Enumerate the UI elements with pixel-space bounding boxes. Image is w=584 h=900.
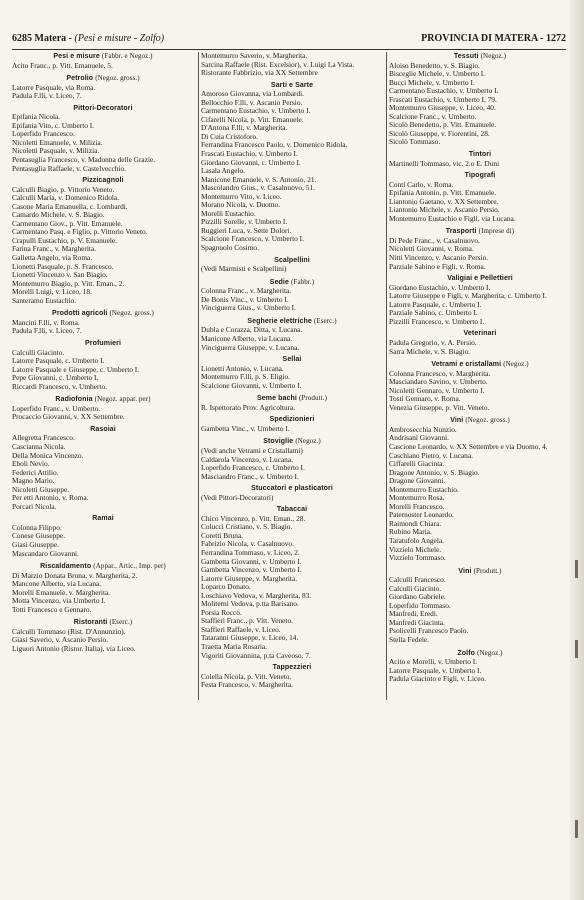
- section-title: Sarti e Sarte: [270, 81, 314, 89]
- directory-entry: Ruggieri Luca, v. Sette Dolori.: [201, 225, 292, 235]
- directory-entry: Manfredi, Eredi.: [389, 609, 438, 619]
- directory-entry: Ciffarelli Giacinta.: [389, 459, 445, 469]
- section-title: Petrolio: [66, 75, 94, 83]
- directory-entry: Padula F.lli, v. Liceo, 7.: [12, 91, 82, 101]
- section-title: Valigiai e Pellettieri: [447, 275, 513, 283]
- section-title: Sellai: [282, 356, 302, 364]
- directory-entry: De Bonis Vinc., v. Umberto I.: [201, 294, 289, 304]
- directory-entry: D'Antona F.lli, v. Margherita.: [201, 123, 288, 133]
- section-note: (Negoz. gross.): [465, 416, 510, 425]
- directory-entry: Loperfido Francesco.: [12, 129, 75, 139]
- directory-entry: Riccardi Francesco, v. Umberto.: [12, 381, 107, 391]
- directory-section: [201, 317, 383, 352]
- directory-section: [12, 340, 194, 391]
- directory-entry: Epifania Antonio, p. Vitt. Emanuele.: [389, 188, 497, 198]
- directory-entry: Epifania Vito, c. Umberto I.: [12, 120, 95, 130]
- directory-entry: Montemurro Eustachio.: [389, 484, 459, 494]
- directory-entry: Vizzielo Tommaso.: [389, 553, 446, 563]
- directory-entry: Montemurro Vito, v. Liceo.: [201, 191, 282, 201]
- directory-section: [201, 278, 383, 313]
- directory-entry: Latorre Pasquale, via Roma.: [12, 82, 96, 92]
- directory-entry: Ambrosecchia Nunzio.: [389, 424, 457, 434]
- directory-entry: Totti Francesco e Gennaro.: [12, 604, 92, 614]
- directory-entry: Pentasuglia Raffaele, v. Castelvecchio.: [12, 163, 126, 173]
- directory-entry: Dubla e Corazza, Ditta, v. Lucana.: [201, 325, 303, 335]
- section-title: Pesi e misure: [53, 53, 100, 60]
- section-title: Riscaldamento: [40, 563, 92, 571]
- section-title: Tabaccai: [276, 506, 308, 514]
- directory-entry: Mancini F.lli, v. Roma.: [12, 317, 80, 327]
- directory-entry: Sarcina Raffaele (Rist. Excelsior), v. Luigi La Vista.: [201, 59, 355, 69]
- directory-section: [389, 416, 571, 562]
- directory-entry: Carmentano Giov., p. Vitt. Emanuele.: [12, 218, 123, 228]
- directory-entry: Sarra Michele, v. S. Biagio.: [389, 346, 471, 356]
- section-title: Seme bachi: [257, 395, 297, 403]
- section-title: Tessuti: [453, 53, 479, 60]
- directory-section: [201, 52, 383, 78]
- directory-entry: Motta Vincenzo, via Umberto I.: [12, 596, 106, 606]
- section-note: (Negoz.): [295, 437, 321, 446]
- directory-section: [12, 52, 194, 70]
- page-edge: [570, 0, 584, 900]
- directory-entry: Chico Vincenzo, p. Vitt. Eman., 28.: [201, 513, 306, 523]
- directory-entry: (Vedi Pittori-Decoratori): [201, 492, 274, 502]
- directory-section: [201, 437, 383, 481]
- directory-entry: Montemurro Saverio, v. Margherita.: [201, 51, 308, 60]
- directory-section: [12, 395, 194, 422]
- section-note: (Produtt.): [473, 566, 502, 575]
- section-title: Sedie: [269, 278, 289, 286]
- directory-entry: Calculli Giacinto.: [12, 347, 65, 357]
- directory-entry: Amoroso Giovanna, via Lombardi.: [201, 89, 304, 99]
- edge-mark: [575, 820, 578, 838]
- directory-section: [201, 416, 383, 433]
- directory-entry: Giordano Giovanni, c. Umberto I.: [201, 157, 301, 167]
- directory-entry: Latorre Giuseppe, v. Margherita.: [201, 573, 298, 583]
- directory-entry: Colucci Cristiano, v. S. Biagio.: [201, 522, 293, 532]
- directory-entry: Procaccio Giovanni, v. XX Settembre.: [12, 412, 125, 422]
- directory-entry: Nicoletti Pasquale, v. Milizia.: [12, 146, 100, 156]
- directory-entry: Conese Giuseppe.: [12, 531, 66, 541]
- page-number: 6285: [12, 33, 32, 44]
- right-page-number: 1272: [546, 33, 566, 44]
- directory-entry: (Vedi Marmisti e Scalpellini): [201, 264, 287, 274]
- directory-entry: Scalcione Giovanni, v. Umberto I.: [201, 380, 302, 390]
- directory-entry: Caschiano Pietro, v. Lucana.: [389, 450, 473, 460]
- directory-section: [201, 82, 383, 253]
- directory-entry: Montemurro Giuseppe, v. Liceo, 40.: [389, 103, 496, 113]
- directory-entry: Nicoletti Emanuele, v. Milizia.: [12, 137, 103, 147]
- directory-entry: Lionetti Vincenzo v. San Biagio.: [12, 270, 108, 280]
- directory-entry: Carmentano Pasq. e Figlio, p. Vittorio Veneto.: [12, 227, 148, 237]
- directory-section: [12, 618, 194, 653]
- directory-entry: Vinciguerra Giuseppe, v. Lucana.: [201, 342, 300, 352]
- section-title: Zolfo: [457, 649, 476, 657]
- directory-entry: Dragone Giovanni.: [389, 476, 446, 486]
- directory-entry: Gambetta Vincenzo, v. Umberto I.: [201, 565, 302, 575]
- section-note: (Negoz. gross.): [109, 309, 154, 318]
- directory-entry: Colonna Francesco, v. Margherita.: [389, 368, 491, 378]
- directory-entry: Sicolò Tommaso.: [389, 137, 441, 147]
- directory-entry: Lionetti Pasquale, p. S. Francesco.: [12, 261, 114, 271]
- section-title: Veterinari: [463, 330, 497, 338]
- directory-entry: Martinelli Tommaso, vic. 2.o E. Duni: [389, 158, 500, 168]
- directory-entry: Della Monica Vincenzo.: [12, 450, 84, 460]
- header-right: PROVINCIA DI MATERA - 1272: [421, 33, 566, 44]
- directory-entry: Stella Fedele.: [389, 635, 429, 644]
- directory-section: [389, 360, 571, 412]
- directory-entry: Calculli Maria, v. Domenico Ridola.: [12, 193, 120, 203]
- directory-entry: Gambetta Giovanni, v. Umberto I.: [201, 556, 302, 566]
- section-title: Rasoiai: [90, 425, 116, 433]
- directory-entry: Pentasuglia Francesco, v. Madonna delle Grazie.: [12, 155, 156, 165]
- directory-entry: Per etti Antonio, v. Roma.: [12, 493, 89, 503]
- directory-entry: Montemurro F.lli, p. S. Eligio.: [201, 372, 290, 382]
- directory-entry: Calculli Tommaso (Rist. D'Annunzio).: [12, 626, 126, 636]
- directory-entry: Moliterni Vedova, p.tta Barisano.: [201, 599, 299, 609]
- directory-entry: Gambetta Vinc., v. Umberto I.: [201, 423, 290, 433]
- directory-section: [201, 664, 383, 690]
- directory-entry: Nicoletti Giuseppe.: [12, 484, 70, 494]
- directory-entry: Vigoriti Giovannina, p.ta Caveoso, 7.: [201, 650, 311, 660]
- column-2: [201, 52, 383, 690]
- section-title: Tintori: [468, 151, 492, 159]
- directory-entry: Padula Gregorio, v. A. Persio.: [389, 337, 477, 347]
- directory-entry: Cascianna Nicola.: [12, 441, 66, 451]
- directory-entry: Latorre Pasquale, c. Umberto I.: [389, 299, 482, 309]
- section-note: (Negoz.): [477, 648, 503, 657]
- directory-entry: Parziale Sabino e Figli, v. Roma.: [389, 261, 486, 271]
- directory-entry: Raimondi Chiara.: [389, 518, 442, 528]
- directory-entry: Crapulli Eustachio, p. V. Emanuele.: [12, 235, 117, 245]
- city-name: Matera: [34, 33, 67, 44]
- directory-entry: Giasi Giuseppe.: [12, 539, 59, 549]
- directory-entry: Loschiavo Vedova, v. Margherita, 83.: [201, 590, 312, 600]
- directory-entry: Psolicelli Francesco Paolo.: [389, 626, 469, 636]
- directory-entry: Traetta Maria Rosaria.: [201, 642, 268, 651]
- section-title: Scalpellini: [274, 256, 310, 264]
- directory-entry: Colonna Franc., v. Margherita.: [201, 286, 292, 296]
- directory-entry: Padula F.lli, v. Liceo, 7.: [12, 326, 82, 336]
- directory-entry: Parziale Sabino, c. Umberto I.: [389, 308, 478, 318]
- directory-entry: Aloiso Benedetto, v. S. Biagio.: [389, 60, 480, 70]
- directory-entry: Manfredi Giacinta.: [389, 617, 445, 627]
- directory-entry: Morelli Emanuele, v. Margherita.: [12, 587, 111, 597]
- section-title: Prodotti agricoli: [52, 310, 108, 318]
- directory-entry: Cifarelli Nicola, p. Vitt. Emanuele.: [201, 114, 304, 124]
- directory-entry: Santeramo Eustachio.: [12, 295, 77, 305]
- section-title: Spedizionieri: [269, 416, 315, 424]
- directory-entry: (Vedi anche Vetrami e Cristallami): [201, 445, 303, 455]
- section-title: Profumieri: [84, 339, 121, 347]
- directory-entry: Morano Nicola, v. Duomo.: [201, 200, 281, 210]
- directory-entry: Manicone Emanuele, v. S. Antonio, 21.: [201, 174, 317, 184]
- section-title: Tappezzieri: [272, 664, 312, 672]
- directory-entry: Eboli Nevio.: [12, 459, 50, 469]
- directory-entry: Conti Carlo, v. Roma.: [389, 179, 454, 189]
- directory-entry: Lasala Angelo.: [201, 166, 246, 176]
- directory-entry: Montemurro Biagio, p. Vitt. Eman., 2.: [12, 278, 125, 288]
- directory-section: [12, 562, 194, 614]
- section-title: Segherie elettriche: [247, 317, 312, 325]
- section-note: (Fabbr. e Negoz.): [101, 52, 153, 60]
- directory-entry: Morelli Eustachio.: [201, 208, 256, 218]
- directory-section: [389, 227, 571, 271]
- directory-entry: Calculli Giacinto.: [389, 583, 442, 593]
- directory-section: [201, 356, 383, 390]
- section-title: Stuccatori e plasticatori: [251, 485, 333, 493]
- directory-entry: Coretti Bruna.: [201, 530, 244, 540]
- directory-entry: Venezia Giuseppe, p. Vitt. Veneto.: [389, 402, 490, 412]
- directory-entry: Cascione Leonardo, v. XX Settembre e via Duomo, 4.: [389, 441, 548, 451]
- directory-entry: Porsia Rocco.: [201, 607, 242, 617]
- directory-entry: Morelli Luigi, v. Liceo, 18.: [12, 287, 92, 297]
- directory-entry: Galletta Angelo, via Roma.: [12, 253, 93, 263]
- section-title: Vetrami e cristallami: [431, 361, 502, 369]
- directory-entry: Scalcione Franc., v. Umberto.: [389, 111, 477, 121]
- directory-section: [12, 105, 194, 173]
- section-note: (Negoz. appar. per): [94, 395, 151, 404]
- directory-entry: Carmentano Eustachio, v. Umberto I.: [389, 86, 499, 96]
- directory-entry: Pizzilli Francesco, v. Umberto I.: [389, 316, 485, 326]
- directory-section: [389, 330, 571, 356]
- directory-entry: Fabrizio Nicola, v. Casalnuovo.: [201, 539, 294, 549]
- directory-section: [201, 506, 383, 660]
- directory-entry: Liantonio Gaetano, v. XX Settembre.: [389, 196, 499, 206]
- directory-entry: Nicoletti Giovanni, v. Roma.: [389, 244, 474, 254]
- section-note: (Eserc.): [109, 618, 133, 627]
- directory-entry: Andrisani Giovanni.: [389, 433, 449, 443]
- directory-entry: Latorre Giuseppe e Figli, v. Margherita, c. Umberto I.: [389, 291, 547, 301]
- directory-entry: Giordano Gabriele.: [389, 592, 446, 602]
- section-note: (Imprese di): [478, 227, 515, 236]
- directory-entry: Di Marzio Donata Bruna, v. Margherita, 2.: [12, 570, 138, 580]
- directory-entry: Caldarola Vincenzo, v. Lucana.: [201, 454, 293, 464]
- directory-entry: Spagnuolo Cosimo.: [201, 243, 259, 253]
- directory-entry: Pepe Giovanni, c. Umberto I.: [12, 373, 99, 383]
- section-title: Stoviglie: [263, 438, 294, 446]
- directory-entry: Montemurro Eustachio e Figli, via Lucana.: [389, 213, 516, 223]
- directory-entry: Padula Giacinto e Figli, v. Liceo.: [389, 674, 487, 684]
- directory-section: [12, 177, 194, 305]
- directory-entry: Vinciguerra Gius., v. Umberto I.: [201, 303, 296, 313]
- directory-entry: Masciandro Franc., v. Umberto I.: [201, 471, 299, 481]
- directory-section: [12, 309, 194, 336]
- directory-entry: Dragone Antonio, v. S. Biagio.: [389, 467, 480, 477]
- directory-entry: Latorre Pasquale, c. Umberto I.: [12, 356, 105, 366]
- directory-section: [12, 74, 194, 101]
- directory-entry: Colella Nicola, p. Vitt. Veneto.: [201, 671, 292, 681]
- directory-entry: Tosti Gennaro, v. Roma.: [389, 394, 461, 404]
- directory-entry: Bisceglie Michele, v. Umberto I.: [389, 69, 485, 79]
- directory-entry: Tataranni Giuseppe, v. Liceo, 14.: [201, 633, 299, 643]
- directory-entry: Colonna Filippo.: [12, 522, 62, 532]
- directory-entry: Bucci Michele, v. Umberto I.: [389, 77, 475, 87]
- directory-section: [389, 275, 571, 326]
- column-divider: [198, 52, 199, 700]
- directory-entry: Calculli Francesco.: [389, 575, 446, 585]
- directory-entry: Pizzilli Sorelle, v. Umberto I.: [201, 217, 288, 227]
- directory-section: [12, 426, 194, 511]
- directory-entry: Bellocchio F.lli, v. Ascanio Persio.: [201, 97, 303, 107]
- directory-entry: Loperfido Franc., v. Umberto.: [12, 403, 101, 413]
- directory-entry: Ferrandina Tommaso, v. Liceo, 2.: [201, 547, 300, 557]
- directory-entry: Di Cuia Cristoforo.: [201, 131, 258, 141]
- directory-entry: Giasi Saverio, v. Ascanio Persio.: [12, 635, 108, 645]
- directory-entry: Masciandaro Savino, v. Umberto.: [389, 377, 488, 387]
- directory-entry: Casone Maria Emanuella, c. Lombardi.: [12, 201, 128, 211]
- section-title: Vini: [450, 417, 464, 425]
- column-1: [12, 52, 194, 654]
- directory-entry: Di Pede Franc., v. Casalnuovo.: [389, 235, 480, 245]
- directory-entry: Taratufolo Angela.: [389, 535, 444, 545]
- section-note: (Negoz. gross.): [95, 74, 140, 83]
- section-note: (Appar., Artic., Imp. per): [93, 562, 166, 571]
- directory-entry: Festa Francesco, v. Margherita.: [201, 680, 293, 690]
- header-left: 6285 Matera - (Pesi e misure - Zolfo): [12, 33, 165, 44]
- directory-entry: Montemurro Rosa.: [389, 493, 445, 503]
- directory-entry: Manicone Alberto, via Lucana.: [201, 333, 293, 343]
- section-note: (Eserc.): [313, 316, 337, 325]
- directory-entry: R. Ispettorato Prov. Agricoltura.: [201, 402, 296, 412]
- directory-entry: Calculli Biagio, p. Vittorio Veneto.: [12, 184, 115, 194]
- directory-entry: Latorre Pasquale e Giuseppe, c. Umberto I.: [12, 364, 140, 374]
- directory-entry: Sicolò Giuseppe, v. Fiorentini, 28.: [389, 128, 490, 138]
- directory-entry: Giordano Eustachio, v. Umberto I.: [389, 282, 491, 292]
- directory-section: [389, 649, 571, 684]
- directory-entry: Paternoster Leonardo.: [389, 510, 454, 520]
- section-title: Radiofonia: [55, 396, 93, 404]
- directory-entry: Rubino Maria.: [389, 527, 432, 537]
- directory-entry: Nitti Vincenzo, v. Ascanio Persio.: [389, 253, 489, 263]
- directory-entry: Federici Attilio.: [12, 467, 59, 477]
- directory-entry: Acito Franc., p. Vitt. Emanuele, 5.: [12, 60, 113, 70]
- directory-entry: Epifania Nicola.: [12, 112, 61, 122]
- directory-entry: Lionetti Antonio, v. Lucana.: [201, 363, 284, 373]
- directory-entry: Magno Mario.: [12, 476, 55, 486]
- directory-entry: Camardo Michele, v. S. Biagio.: [12, 210, 105, 220]
- section-title: Vini: [458, 567, 472, 575]
- directory-entry: Sicolò Benedetto, p. Vitt. Emanuele.: [389, 120, 497, 130]
- directory-section: [201, 257, 383, 274]
- directory-entry: Carmentano Eustachio, v. Umberto I.: [201, 106, 311, 116]
- section-note: (Fabbr.): [291, 277, 315, 286]
- directory-section: [389, 567, 571, 645]
- directory-entry: Loperfido Francesco, c. Umberto I.: [201, 463, 305, 473]
- directory-section: [389, 52, 571, 147]
- directory-entry: Staffieri Raffaele, v. Liceo.: [201, 624, 281, 634]
- directory-entry: Ristorante Fabbrizio, via XX Settembre: [201, 68, 318, 78]
- directory-entry: Frascati Eustachio, v. Umberto I, 79.: [389, 94, 497, 104]
- directory-entry: Loperfido Tommaso.: [389, 600, 451, 610]
- directory-entry: Vizzielo Michele.: [389, 544, 442, 554]
- section-title: Ristoranti: [73, 619, 108, 627]
- directory-entry: Latorre Pasquale, v. Umberto I.: [389, 665, 482, 675]
- directory-entry: Liguori Antonio (Ristor. Italia), via Liceo.: [12, 644, 136, 653]
- directory-entry: Loparco Donato.: [201, 582, 251, 592]
- column-divider: [386, 52, 387, 700]
- section-title: Pizzicagnoli: [82, 177, 124, 185]
- column-3: [389, 52, 571, 684]
- directory-entry: Scalcione Francesco, v. Umberto I.: [201, 234, 304, 244]
- directory-section: [389, 172, 571, 223]
- directory-section: [201, 485, 383, 502]
- directory-entry: Morelli Francesco.: [389, 501, 445, 511]
- section-title: Trasporti: [445, 228, 477, 236]
- directory-section: [12, 515, 194, 558]
- directory-entry: Ferrandina Francesco Paolo, v. Domenico Ridola.: [201, 140, 348, 150]
- section-note: (Produtt.): [298, 394, 327, 403]
- edge-mark: [575, 640, 578, 658]
- directory-entry: Nicoletti Gennaro, v. Umberto I.: [389, 385, 485, 395]
- section-note: (Negoz.): [503, 360, 529, 369]
- directory-section: [201, 394, 383, 412]
- directory-entry: Allegretta Francesco.: [12, 433, 75, 443]
- section-title: Pittori-Decoratori: [73, 104, 133, 112]
- section-title: Tipografi: [464, 172, 496, 180]
- section-note: (Negoz.): [480, 52, 507, 60]
- edge-mark: [575, 560, 578, 578]
- directory-entry: Farina Franc., v. Margherita.: [12, 244, 97, 254]
- directory-entry: Mancone Alberto, via Lucana.: [12, 579, 102, 589]
- directory-entry: Mascandaro Giovanni.: [12, 548, 79, 558]
- directory-entry: Porcari Nicola.: [12, 501, 57, 511]
- page-header: [12, 33, 566, 50]
- directory-entry: Staffieri Franc., p. Vitt. Veneto.: [201, 616, 293, 626]
- section-title: Ramai: [92, 515, 114, 523]
- directory-entry: Mascolandro Gius., v. Casalnuovo, 51.: [201, 183, 315, 193]
- directory-entry: Acito e Morelli, v. Umberto I.: [389, 657, 478, 667]
- section-range: (Pesi e misure - Zolfo): [74, 33, 165, 44]
- directory-entry: Liantonio Michele, v. Ascanio Persio.: [389, 205, 500, 215]
- directory-entry: Frascati Eustachio, v. Umberto I.: [201, 149, 298, 159]
- directory-section: [389, 151, 571, 168]
- province-title: PROVINCIA DI MATERA: [421, 33, 538, 44]
